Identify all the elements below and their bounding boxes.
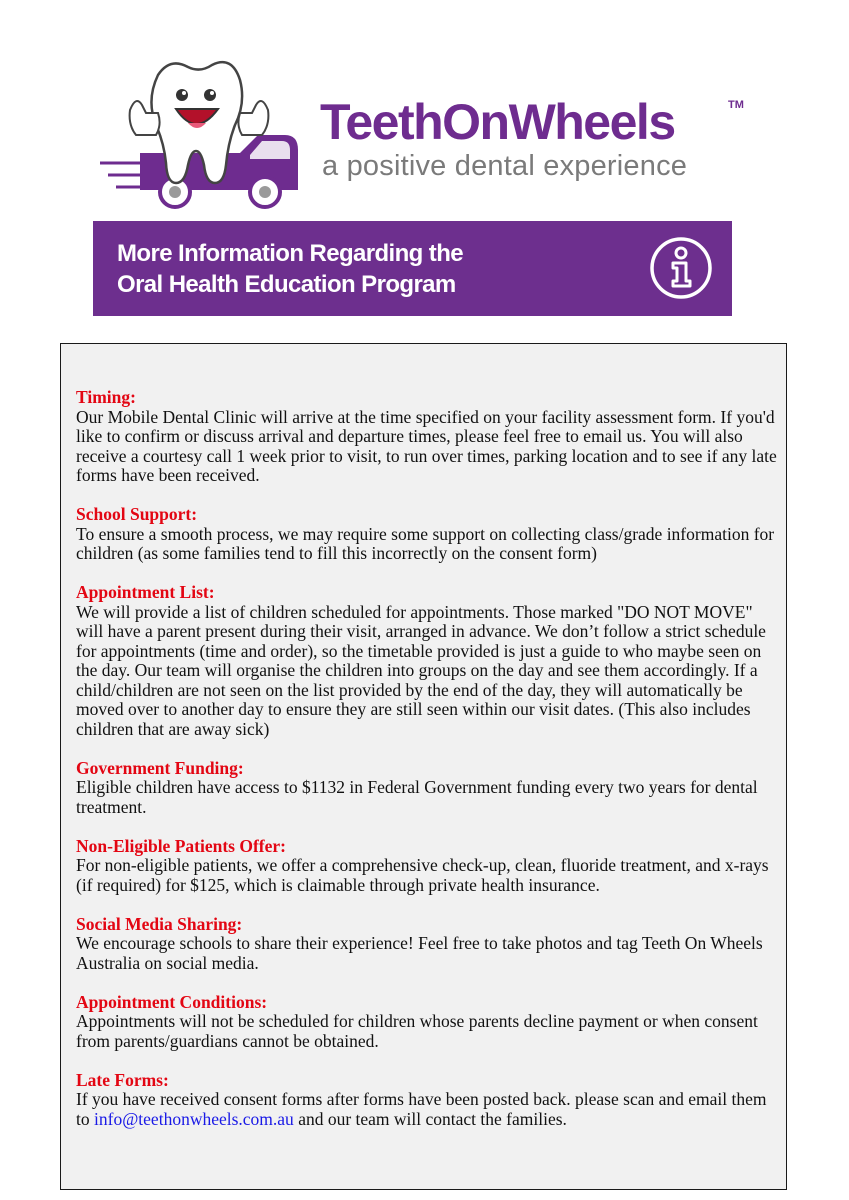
email-link[interactable]: info@teethonwheels.com.au xyxy=(94,1108,294,1129)
section-heading: Government Funding: xyxy=(76,757,244,778)
section-late-forms xyxy=(76,1071,781,1130)
section-heading: Timing: xyxy=(76,387,136,407)
info-icon xyxy=(648,235,714,301)
banner-line-2: Oral Health Education Program xyxy=(117,271,456,298)
section-text xyxy=(76,1090,781,1129)
section-text: Appointments will not be scheduled for children whose parents decline payment or when consent from parents/guardians cannot be obtained. xyxy=(76,1011,758,1051)
section-text: We will provide a list of children scheduled for appointments. Those marked "DO NOT MOVE" will have a parent present during their visit, arranged in advance. We don’t follow a strict schedule for appointments (time and order), so the timetable provided is just a guide to who maybe seen on the day. Our team will organise the children into groups on the day and see them accordingly. If a child/children are not seen on the list provided by the end of the day, they will automatically be moved over to another day to ensure they are still seen within our visit dates. (This also includes children that are away sick) xyxy=(76,601,766,739)
section-heading: Social Media Sharing: xyxy=(76,913,243,934)
brand-tagline: a positive dental experience xyxy=(322,150,688,182)
section-heading: Late Forms: xyxy=(76,1069,169,1090)
section-government-funding xyxy=(76,759,781,818)
teeth-on-wheels-logo xyxy=(100,55,750,215)
section-non-eligible-offer xyxy=(76,837,781,896)
section-heading: School Support: xyxy=(76,504,198,524)
section-heading: Appointment List: xyxy=(76,582,215,602)
information-content xyxy=(76,388,781,1149)
section-timing xyxy=(76,388,781,486)
section-school-support xyxy=(76,505,781,564)
section-text: Our Mobile Dental Clinic will arrive at the time specified on your facility assessment form. If you'd like to confirm or discuss arrival and departure times, please feel free to email us. You will also receive a courtesy call 1 week prior to visit, to run over times, parking location and to see if any late forms have been received. xyxy=(76,406,777,485)
brand-name: TeethOnWheels xyxy=(320,94,675,150)
section-heading: Appointment Conditions: xyxy=(76,991,268,1012)
section-text: To ensure a smooth process, we may require some support on collecting class/grade information for children (as some families tend to fill this incorrectly on the consent form) xyxy=(76,523,775,563)
info-banner xyxy=(93,221,732,316)
banner-line-1: More Information Regarding the xyxy=(117,240,464,267)
late-forms-text-after: and our team will contact the families. xyxy=(293,1108,567,1129)
late-forms-text-before: If you have received consent forms after forms have been posted back. please scan and email them to xyxy=(76,1089,767,1129)
banner-title xyxy=(117,238,463,300)
section-appointment-conditions xyxy=(76,993,781,1052)
information-box xyxy=(60,343,787,1190)
trademark-symbol: TM xyxy=(728,99,744,111)
tooth-van-mascot-icon xyxy=(100,55,305,210)
section-text: Eligible children have access to $1132 in Federal Government funding every two years for dental treatment. xyxy=(76,777,758,817)
section-heading: Non-Eligible Patients Offer: xyxy=(76,835,286,856)
section-text: For non-eligible patients, we offer a comprehensive check-up, clean, fluoride treatment, and x-rays (if required) for $125, which is claimable through private health insurance. xyxy=(76,855,769,895)
section-appointment-list xyxy=(76,583,781,739)
section-text: We encourage schools to share their experience! Feel free to take photos and tag Teeth On Wheels Australia on social media. xyxy=(76,933,763,973)
section-social-media xyxy=(76,915,781,974)
